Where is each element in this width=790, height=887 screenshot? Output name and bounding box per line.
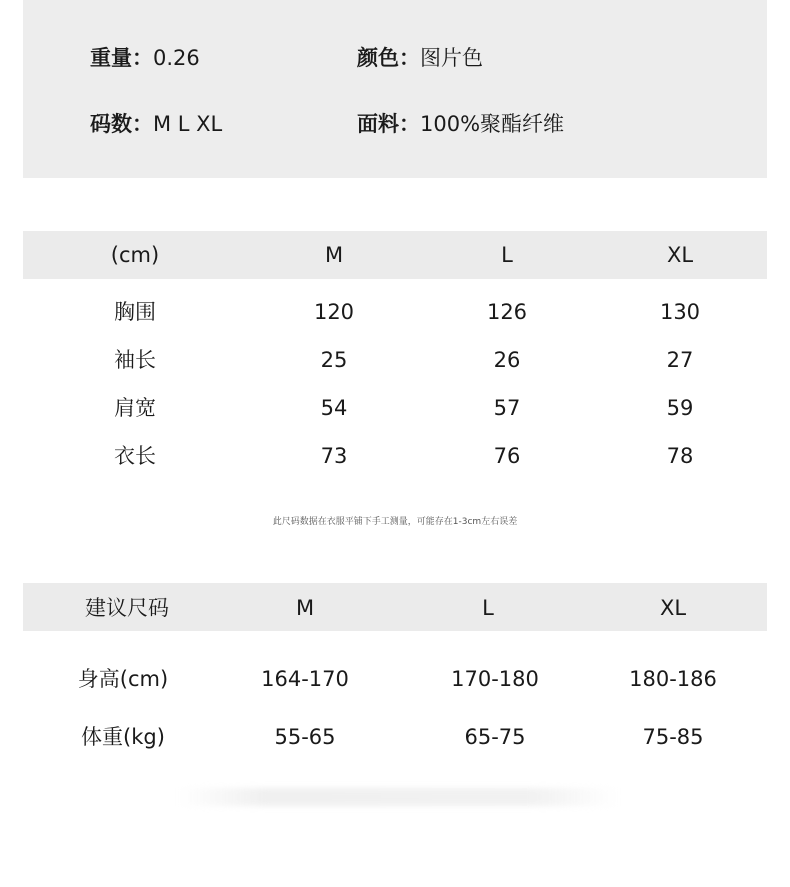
measure-cell: 78 <box>666 444 694 468</box>
measure-cell: 76 <box>493 444 521 468</box>
measure-row-label: 袖长 <box>114 348 156 372</box>
sizes-value: M L XL <box>153 112 223 136</box>
measurement-note: 此尺码数据在衣服平铺下手工测量，可能存在1-3cm左右误差 <box>272 517 518 527</box>
color-spec <box>357 42 483 72</box>
recommend-header-cell: M <box>295 596 315 620</box>
material-value: 100%聚酯纤维 <box>420 112 565 136</box>
measure-header-cell: L <box>501 243 513 267</box>
measure-row-label: 胸围 <box>114 300 156 324</box>
weight-label: 重量： <box>90 46 153 70</box>
product-spec-panel <box>23 0 767 178</box>
measure-header-cell: (cm) <box>110 243 160 267</box>
weight-value: 0.26 <box>153 46 200 70</box>
color-value: 图片色 <box>420 46 483 70</box>
measure-cell: 25 <box>320 348 348 372</box>
blurred-strip <box>178 788 618 806</box>
measure-cell: 59 <box>666 396 694 420</box>
recommend-header-cell: XL <box>659 596 687 620</box>
measure-cell: 27 <box>666 348 694 372</box>
recommend-cell: 65-75 <box>464 725 526 749</box>
recommend-cell: 164-170 <box>261 667 349 691</box>
recommend-cell: 75-85 <box>642 725 704 749</box>
recommend-header-cell: L <box>482 596 494 620</box>
recommend-header-cell: 建议尺码 <box>85 596 169 620</box>
recommend-row-label: 身高(cm) <box>77 667 169 691</box>
measure-cell: 57 <box>493 396 521 420</box>
sizes-label: 码数： <box>90 112 153 136</box>
measure-cell: 130 <box>659 300 701 324</box>
measure-row-label: 肩宽 <box>114 396 156 420</box>
measure-cell: 54 <box>320 396 348 420</box>
weight-spec <box>90 42 200 72</box>
measure-cell: 26 <box>493 348 521 372</box>
measure-header-cell: M <box>324 243 344 267</box>
sizes-spec <box>90 108 222 138</box>
measure-row-label: 衣长 <box>114 444 156 468</box>
material-label: 面料： <box>357 112 420 136</box>
recommend-cell: 170-180 <box>451 667 539 691</box>
measure-cell: 126 <box>486 300 528 324</box>
measure-cell: 120 <box>313 300 355 324</box>
material-spec <box>357 108 564 138</box>
measure-header-cell: XL <box>666 243 694 267</box>
measure-cell: 73 <box>320 444 348 468</box>
recommend-cell: 55-65 <box>274 725 336 749</box>
recommend-cell: 180-186 <box>629 667 717 691</box>
color-label: 颜色： <box>357 46 420 70</box>
recommend-row-label: 体重(kg) <box>81 725 165 749</box>
